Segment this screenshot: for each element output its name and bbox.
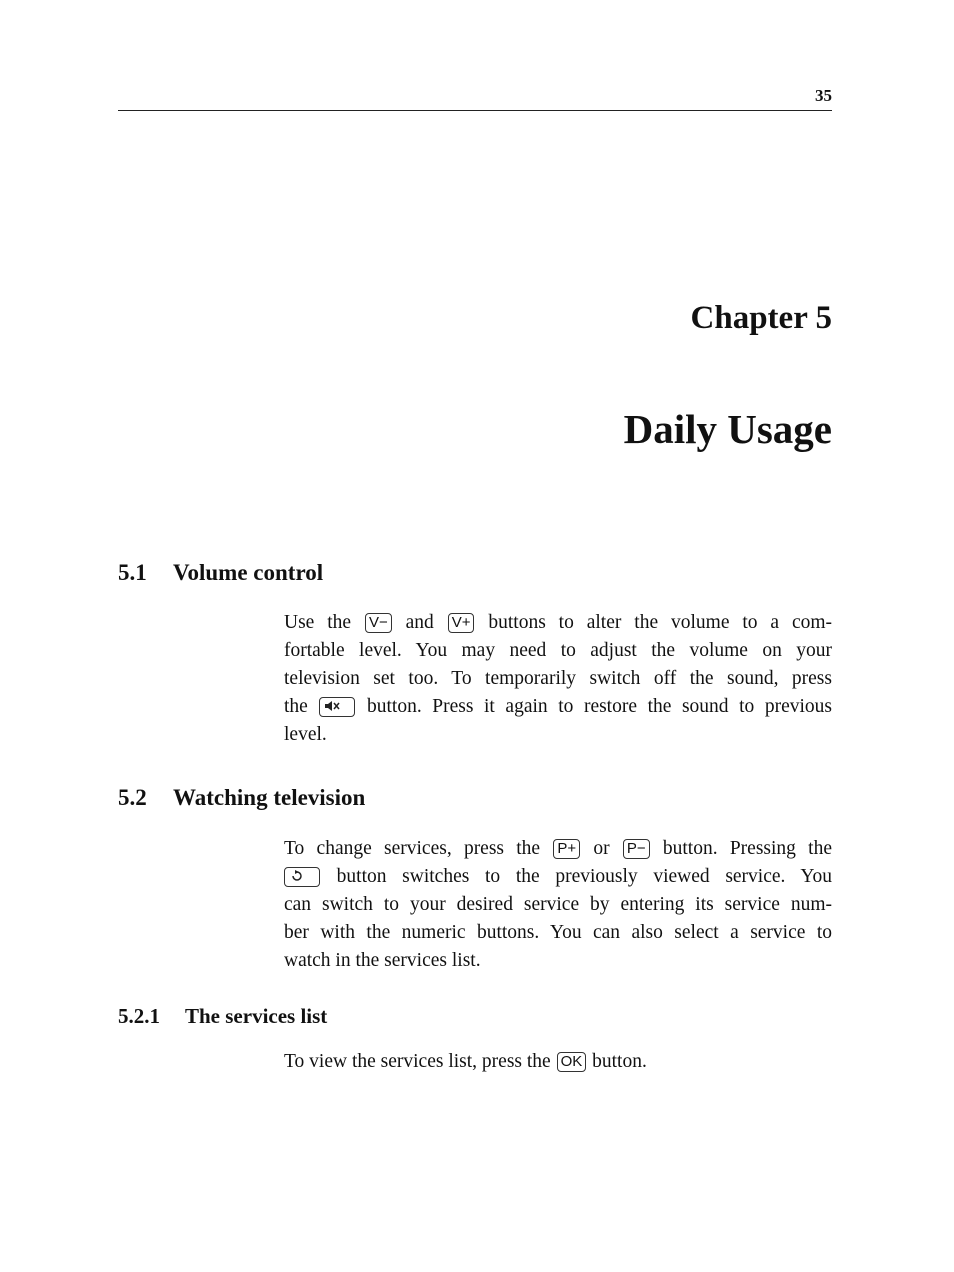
header-rule [118,110,832,111]
mute-icon [323,700,341,712]
text-run: the [284,696,308,717]
text-run: To view the services list, press the [284,1051,551,1072]
paragraph-line [284,609,832,637]
paragraph-line [284,835,832,863]
paragraph-line: ber with the numeric buttons. You can also select a service to [284,922,832,943]
text-run: button. [592,1051,647,1072]
paragraph-watching-television [284,835,832,975]
text-run: button switches to the previously viewed service. You [336,866,832,887]
paragraph-line [284,1048,832,1076]
paragraph-line: watch in the services list. [284,950,481,971]
ok-key: OK [557,1052,587,1072]
text-run: or [593,838,610,859]
chapter-label: Chapter 5 [690,300,832,336]
p-plus-key: P+ [553,839,580,859]
section-number: 5.1 [118,560,147,585]
page-number: 35 [815,86,832,105]
subsection-title: The services list [185,1004,328,1028]
section-heading-volume-control [118,560,323,586]
v-plus-key: V+ [448,613,475,633]
recall-icon [288,870,306,882]
subsection-heading-services-list [118,1004,327,1029]
paragraph-line: can switch to your desired service by entering its service num- [284,894,832,915]
subsection-number: 5.2.1 [118,1004,160,1028]
paragraph-line: television set too. To temporarily switch off the sound, press [284,668,832,689]
text-run: Use the [284,612,352,633]
paragraph-volume-control [284,609,832,749]
text-run: button. Pressing the [662,838,832,859]
chapter-title: Daily Usage [623,406,832,452]
text-run: To change services, press the [284,838,541,859]
text-run: button. Press it again to restore the sound to previous [366,696,833,717]
v-minus-key: V− [365,613,392,633]
section-title: Volume control [173,560,324,585]
paragraph-line [284,863,832,891]
text-run: buttons to alter the volume to a com- [488,612,833,633]
mute-key [319,697,355,717]
section-heading-watching-television [118,785,365,811]
paragraph-line: fortable level. You may need to adjust the volume on your [284,640,832,661]
paragraph-services-list [284,1048,832,1076]
text-run: and [405,612,434,633]
paragraph-line [284,693,832,721]
recall-key [284,867,320,887]
paragraph-line: level. [284,724,327,745]
section-title: Watching television [173,785,366,810]
p-minus-key: P− [623,839,650,859]
section-number: 5.2 [118,785,147,810]
